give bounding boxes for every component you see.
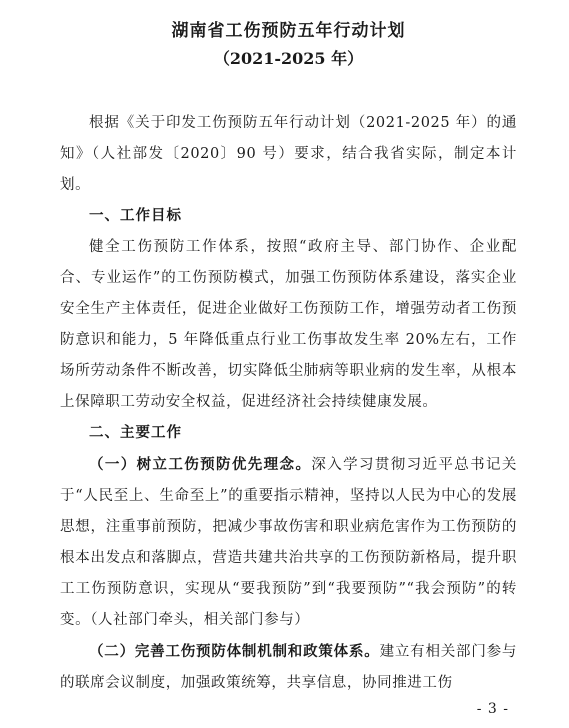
work-item-1-title: （一）树立工伤预防优先理念。 (89, 456, 312, 473)
document-subtitle: （2021-2025 年） (213, 49, 364, 68)
work-item-2-title: （二）完善工伤预防体制机制和政策体系。 (89, 643, 380, 660)
intro-paragraph: 根据《关于印发工伤预防五年行动计划（2021-2025 年）的通知》（人社部发〔2020〕90 号）要求，结合我省实际，制定本计划。 (60, 115, 517, 193)
work-item-2 (60, 636, 517, 699)
section-heading-goals: 一、工作目标 (89, 208, 182, 224)
goals-paragraph: 健全工伤预防工作体系，按照“政府主导、部门协作、企业配合、专业运作”的工伤预防模式，加强工伤预防体系建设，落实企业安全生产主体责任，促进企业做好工伤预防工作，增强劳动者工伤预防意识和能力，5 年降低重点行业工伤事故发生率 20%左右，工作场所劳动条件不断改善，切实降低尘肺病等职业病的发生率，从根本上保障职工劳动安全权益，促进经济社会持续健康发展。 (60, 239, 517, 410)
page-number: - 3 - (476, 701, 509, 717)
work-item-1 (60, 449, 517, 636)
work-item-2-body: 建立有相关部门参与的联席会议制度，加强政策统筹，共享信息，协同推进工伤 (60, 644, 517, 691)
section-heading-main-work: 二、主要工作 (89, 425, 182, 441)
document-title: 湖南省工伤预防五年行动计划 (171, 21, 406, 41)
document-body (60, 108, 517, 699)
work-item-1-body: 深入学习贯彻习近平总书记关于“人民至上、生命至上”的重要指示精神，坚持以人民为中心的发展思想，注重事前预防，把减少事故伤害和职业病危害作为工伤预防的根本出发点和落脚点，营造共建共治共享的工伤预防新格局，提升职工工伤预防意识，实现从“要我预防”到“我要预防”“我会预防”的转变。（人社部门牵头，相关部门参与） (60, 457, 517, 628)
